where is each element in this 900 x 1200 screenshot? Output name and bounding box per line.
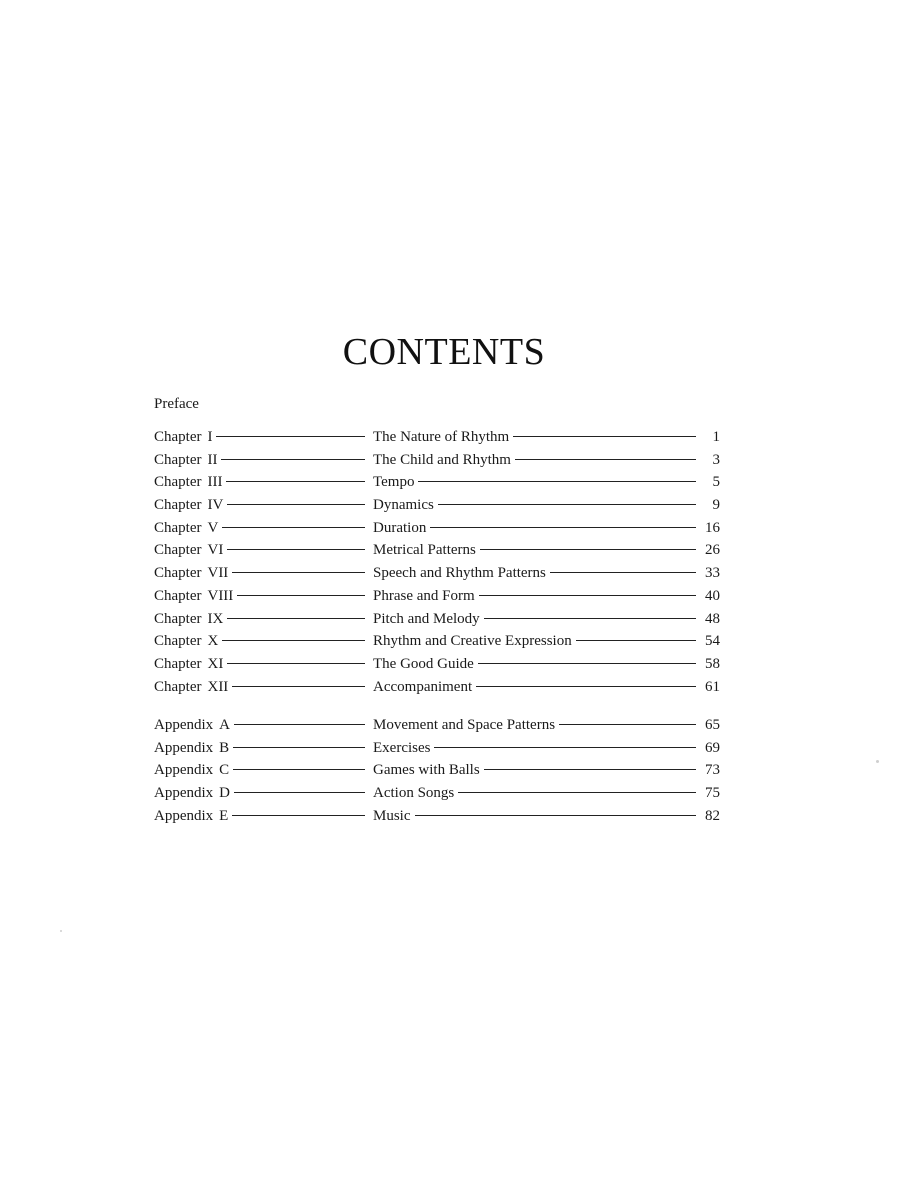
toc-label-number: A bbox=[219, 717, 231, 733]
toc-page-number: 54 bbox=[705, 633, 720, 650]
toc-label-cell bbox=[154, 759, 365, 782]
paper-speck bbox=[876, 760, 879, 763]
toc-page-number: 5 bbox=[712, 474, 720, 491]
dot-leader bbox=[484, 769, 696, 770]
toc-label-cell bbox=[154, 585, 365, 608]
toc-title-cell bbox=[365, 539, 720, 562]
toc-page-number: 75 bbox=[705, 785, 720, 802]
toc-label bbox=[154, 759, 229, 782]
toc-label-cell bbox=[154, 737, 365, 760]
toc-page-number: 9 bbox=[712, 497, 720, 514]
toc-label bbox=[154, 426, 212, 449]
dot-leader bbox=[479, 595, 696, 596]
toc-label-word: Chapter bbox=[154, 519, 202, 536]
toc-row bbox=[154, 714, 720, 737]
toc-label-number: I bbox=[207, 429, 213, 445]
toc-row bbox=[154, 494, 720, 517]
dot-leader bbox=[232, 686, 365, 687]
toc-label-number: E bbox=[219, 807, 229, 824]
toc-entry-title: Metrical Patterns bbox=[373, 542, 476, 559]
toc-row bbox=[154, 759, 720, 782]
toc-row bbox=[154, 471, 720, 494]
toc-label bbox=[154, 608, 223, 631]
dot-leader bbox=[513, 436, 696, 437]
toc-label-word: Appendix bbox=[154, 807, 214, 824]
page-title: CONTENTS bbox=[342, 331, 546, 373]
dot-leader bbox=[233, 747, 365, 748]
toc-label-word: Chapter bbox=[154, 474, 202, 491]
dot-leader bbox=[226, 481, 365, 482]
toc-label-number: VII bbox=[207, 565, 229, 582]
toc-title-cell bbox=[365, 585, 720, 608]
toc-label-cell bbox=[154, 608, 365, 631]
toc-page-number: 48 bbox=[705, 610, 720, 627]
toc-label-cell bbox=[154, 630, 365, 653]
toc-label bbox=[154, 449, 217, 472]
toc-label bbox=[154, 714, 230, 737]
toc-label-number: II bbox=[207, 451, 218, 468]
toc-page-number: 69 bbox=[705, 739, 720, 756]
toc-label bbox=[154, 471, 222, 494]
toc-entry-title: The Nature of Rhythm bbox=[373, 429, 510, 445]
dot-leader bbox=[550, 572, 696, 573]
toc-page-number: 61 bbox=[705, 678, 720, 695]
toc-title-cell bbox=[365, 562, 720, 585]
toc-title-cell bbox=[365, 676, 720, 699]
dot-leader bbox=[476, 686, 696, 687]
dot-leader bbox=[515, 459, 696, 460]
toc-label-word: Chapter bbox=[154, 633, 202, 650]
toc-label-word: Chapter bbox=[154, 587, 202, 604]
toc-page-number: 65 bbox=[705, 717, 720, 733]
dot-leader bbox=[222, 640, 365, 641]
dot-leader bbox=[234, 724, 365, 725]
paper-speck bbox=[60, 930, 62, 932]
toc-row bbox=[154, 737, 720, 760]
toc-label-word: Chapter bbox=[154, 497, 202, 514]
toc-entry-title: Dynamics bbox=[373, 497, 434, 514]
toc-label-cell bbox=[154, 494, 365, 517]
toc-entry-title: Games with Balls bbox=[373, 762, 480, 779]
toc-row bbox=[154, 426, 720, 449]
toc-label bbox=[154, 676, 228, 699]
toc-label bbox=[154, 517, 218, 540]
toc-label bbox=[154, 805, 228, 828]
toc-label-word: Appendix bbox=[154, 717, 214, 733]
toc-label bbox=[154, 653, 223, 676]
toc-page-number: 3 bbox=[712, 451, 720, 468]
dot-leader bbox=[233, 769, 365, 770]
toc-entry-title: Rhythm and Creative Expression bbox=[373, 633, 572, 650]
toc-row bbox=[154, 517, 720, 540]
toc-label-word: Appendix bbox=[154, 785, 214, 802]
dot-leader bbox=[227, 504, 365, 505]
toc-title-cell bbox=[365, 737, 720, 760]
dot-leader bbox=[216, 436, 365, 437]
toc-entry-title: Accompaniment bbox=[373, 678, 473, 695]
dot-leader bbox=[478, 663, 696, 664]
chapter-list bbox=[154, 426, 720, 698]
toc-label-cell bbox=[154, 517, 365, 540]
toc-label bbox=[154, 585, 233, 608]
dot-leader bbox=[227, 549, 365, 550]
dot-leader bbox=[232, 815, 365, 816]
toc-entry-title: Phrase and Form bbox=[373, 587, 475, 604]
dot-leader bbox=[227, 618, 365, 619]
toc-entry-title: The Good Guide bbox=[373, 655, 474, 672]
toc-label-word: Chapter bbox=[154, 451, 202, 468]
toc-label-number: IX bbox=[207, 610, 224, 627]
dot-leader bbox=[484, 618, 696, 619]
toc-title-cell bbox=[365, 653, 720, 676]
toc-label-cell bbox=[154, 782, 365, 805]
toc-entry-title: Speech and Rhythm Patterns bbox=[373, 565, 546, 582]
toc-row bbox=[154, 805, 720, 828]
toc-row bbox=[154, 782, 720, 805]
toc-row bbox=[154, 562, 720, 585]
toc-title-cell bbox=[365, 805, 720, 828]
toc-label-cell bbox=[154, 676, 365, 699]
toc-label-cell bbox=[154, 449, 365, 472]
toc-label-number: D bbox=[219, 785, 231, 802]
toc-label-number: VI bbox=[207, 542, 224, 559]
dot-leader bbox=[232, 572, 365, 573]
toc-label-cell bbox=[154, 714, 365, 737]
toc-page-number: 1 bbox=[712, 429, 720, 445]
dot-leader bbox=[576, 640, 696, 641]
toc-row bbox=[154, 608, 720, 631]
toc-label-word: Chapter bbox=[154, 678, 202, 695]
toc-label-cell bbox=[154, 805, 365, 828]
appendix-list bbox=[154, 714, 720, 827]
toc-title-cell bbox=[365, 449, 720, 472]
toc-label-number: C bbox=[219, 762, 230, 779]
toc-title-cell bbox=[365, 782, 720, 805]
toc-title-cell bbox=[365, 494, 720, 517]
toc-label-number: X bbox=[207, 633, 219, 650]
toc-label-number: VIII bbox=[207, 587, 234, 604]
dot-leader bbox=[458, 792, 696, 793]
toc-label-number: III bbox=[207, 474, 223, 491]
toc-entry-title: The Child and Rhythm bbox=[373, 451, 511, 468]
dot-leader bbox=[430, 527, 696, 528]
toc-label-word: Appendix bbox=[154, 739, 214, 756]
toc-title-cell bbox=[365, 630, 720, 653]
dot-leader bbox=[237, 595, 365, 596]
dot-leader bbox=[434, 747, 696, 748]
toc-title-cell bbox=[365, 426, 720, 449]
toc-title-cell bbox=[365, 471, 720, 494]
toc-label-number: XII bbox=[207, 678, 229, 695]
dot-leader bbox=[418, 481, 696, 482]
toc-label-word: Chapter bbox=[154, 655, 202, 672]
dot-leader bbox=[234, 792, 365, 793]
toc-row bbox=[154, 676, 720, 699]
toc-label-cell bbox=[154, 562, 365, 585]
toc-label-cell bbox=[154, 471, 365, 494]
preface-entry: Preface bbox=[154, 396, 199, 412]
toc-entry-title: Duration bbox=[373, 519, 427, 536]
toc-entry-title: Movement and Space Patterns bbox=[373, 717, 556, 733]
toc-page-number: 26 bbox=[705, 542, 720, 559]
toc-label bbox=[154, 539, 223, 562]
dot-leader bbox=[480, 549, 696, 550]
toc-label-cell bbox=[154, 426, 365, 449]
toc-entry-title: Tempo bbox=[373, 474, 415, 491]
toc-label bbox=[154, 782, 230, 805]
toc-row bbox=[154, 653, 720, 676]
dot-leader bbox=[438, 504, 696, 505]
toc-page-number: 33 bbox=[705, 565, 720, 582]
toc-page-number: 82 bbox=[705, 807, 720, 824]
toc-label bbox=[154, 562, 228, 585]
toc-page-number: 40 bbox=[705, 587, 720, 604]
toc-label-word: Chapter bbox=[154, 542, 202, 559]
toc-page-number: 58 bbox=[705, 655, 720, 672]
toc-label-number: B bbox=[219, 739, 230, 756]
toc-label-cell bbox=[154, 653, 365, 676]
toc-label bbox=[154, 737, 229, 760]
toc-entry-title: Music bbox=[373, 807, 411, 824]
toc-title-cell bbox=[365, 759, 720, 782]
toc-title-cell bbox=[365, 517, 720, 540]
toc-label bbox=[154, 630, 218, 653]
toc-label-number: V bbox=[207, 519, 219, 536]
dot-leader bbox=[221, 459, 365, 460]
toc-entry-title: Action Songs bbox=[373, 785, 455, 802]
toc-label-word: Chapter bbox=[154, 610, 202, 627]
toc-label-cell bbox=[154, 539, 365, 562]
toc-label bbox=[154, 494, 223, 517]
toc-entry-title: Pitch and Melody bbox=[373, 610, 480, 627]
toc-label-number: XI bbox=[207, 655, 224, 672]
toc-row bbox=[154, 630, 720, 653]
toc-label-number: IV bbox=[207, 497, 224, 514]
dot-leader bbox=[227, 663, 365, 664]
toc-title-cell bbox=[365, 714, 720, 737]
toc-row bbox=[154, 449, 720, 472]
toc-title-cell bbox=[365, 608, 720, 631]
dot-leader bbox=[559, 724, 696, 725]
toc-page-number: 16 bbox=[705, 519, 720, 536]
dot-leader bbox=[222, 527, 365, 528]
toc-label-word: Chapter bbox=[154, 429, 202, 445]
dot-leader bbox=[415, 815, 697, 816]
toc-row bbox=[154, 539, 720, 562]
toc-label-word: Chapter bbox=[154, 565, 202, 582]
toc-page-number: 73 bbox=[705, 762, 720, 779]
toc-row bbox=[154, 585, 720, 608]
toc-label-word: Appendix bbox=[154, 762, 214, 779]
toc-entry-title: Exercises bbox=[373, 739, 431, 756]
